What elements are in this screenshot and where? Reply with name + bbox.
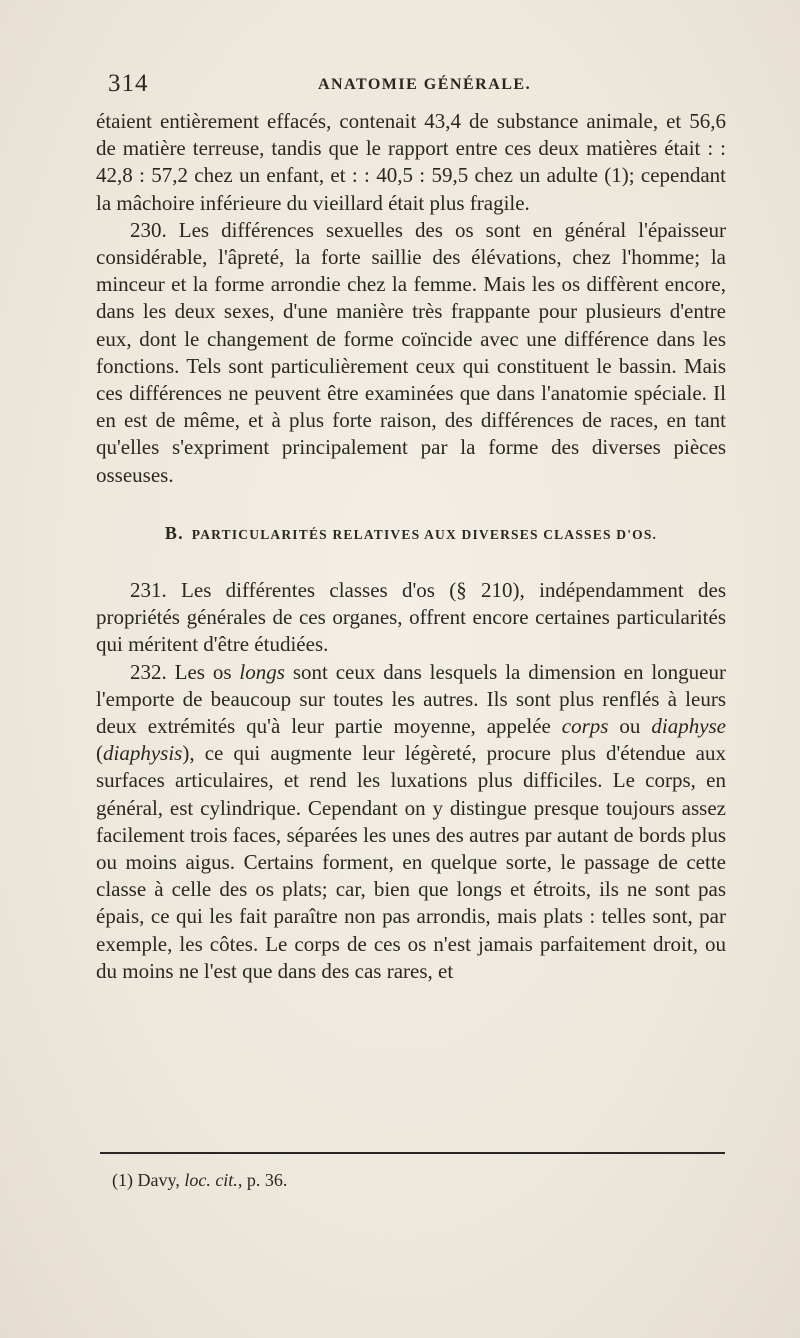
running-head: ANATOMIE GÉNÉRALE.	[318, 76, 532, 93]
footnote-rule	[100, 1152, 725, 1154]
paragraph-continuation: étaient entièrement effacés, contenait 43,4 de substance animale, et 56,6 de matière terreuse, tandis que le rapport entre ces deux matières était : : 42,8 : 57,2 chez un enfant, et : : 40,5 : 59,5 chez un adulte (1); cependant la mâchoire inférieure du vieillard était plus fragile.	[96, 109, 726, 215]
paragraph-232-text-5: ), ce qui augmente leur légèreté, procure plus d'étendue aux surfaces articulaires, et rend les luxations plus difficiles. Le corps, en général, est cylindrique. Cependant on y distingue presque toujours assez facilement trois faces, séparées les unes des autres par autant de bords plus ou moins aigus. Certains forment, en quelque sorte, le passage de cette classe à celle des os plats; car, bien que longs et étroits, ils ne sont pas épais, ce qui les fait paraître non pas arrondis, mais plats : telles sont, par exemple, les côtes. Le corps de ces os n'est jamais parfaitement droit, ou du moins ne l'est que dans des cas rares, et	[96, 741, 726, 983]
footnote-author: Davy,	[133, 1170, 185, 1190]
paragraph-232-text-1: 232. Les os	[130, 659, 240, 684]
term-longs: longs	[239, 659, 285, 684]
term-diaphyse: diaphyse	[651, 714, 727, 739]
footnote-mark: (1)	[112, 1170, 133, 1190]
paragraph-232	[96, 659, 726, 985]
page-number: 314	[108, 70, 149, 97]
paragraph-231: 231. Les différentes classes d'os (§ 210), indépendamment des propriétés générales de ces organes, offrent encore certaines particularités qui méritent d'être étudiées.	[96, 578, 726, 657]
paragraph-232-text-3: ou	[608, 714, 652, 739]
term-diaphysis: diaphysis	[103, 741, 183, 766]
section-heading	[96, 520, 726, 548]
section-title-text: PARTICULARITÉS RELATIVES AUX DIVERSES CLASSES D'OS.	[191, 526, 658, 542]
paragraph-232-text-2: sont ceux dans lesquels la dimension en longueur l'emporte de beaucoup sur toutes les autres. Ils sont plus renflés à leurs deux extrémités qu'à leur partie moyenne, appelée	[96, 659, 726, 739]
paragraph-230: 230. Les différences sexuelles des os sont en général l'épaisseur considérable, l'âpreté, la forte saillie des élévations, chez l'homme; la minceur et la forme arrondie chez la femme. Mais les os diffèrent encore, dans les deux sexes, d'une manière très frappante pour plusieurs d'entre eux, dont le changement de forme coïncide avec une différence dans les fonctions. Tels sont particulièrement ceux qui constituent le bassin. Mais ces différences ne peuvent être examinées que dans l'anatomie spéciale. Il en est de même, et à plus forte raison, des différences de races, en tant qu'elles s'expriment principalement par la forme des diverses pièces osseuses.	[96, 217, 726, 487]
page-header	[108, 70, 728, 104]
paragraph-232-text-4: (	[96, 741, 103, 766]
footnote-ref: loc. cit.	[184, 1170, 238, 1190]
body-text	[96, 108, 726, 985]
section-letter: B.	[164, 522, 184, 543]
term-corps: corps	[561, 714, 609, 739]
footnote-page: , p. 36.	[237, 1170, 288, 1190]
footnote	[112, 1170, 287, 1191]
